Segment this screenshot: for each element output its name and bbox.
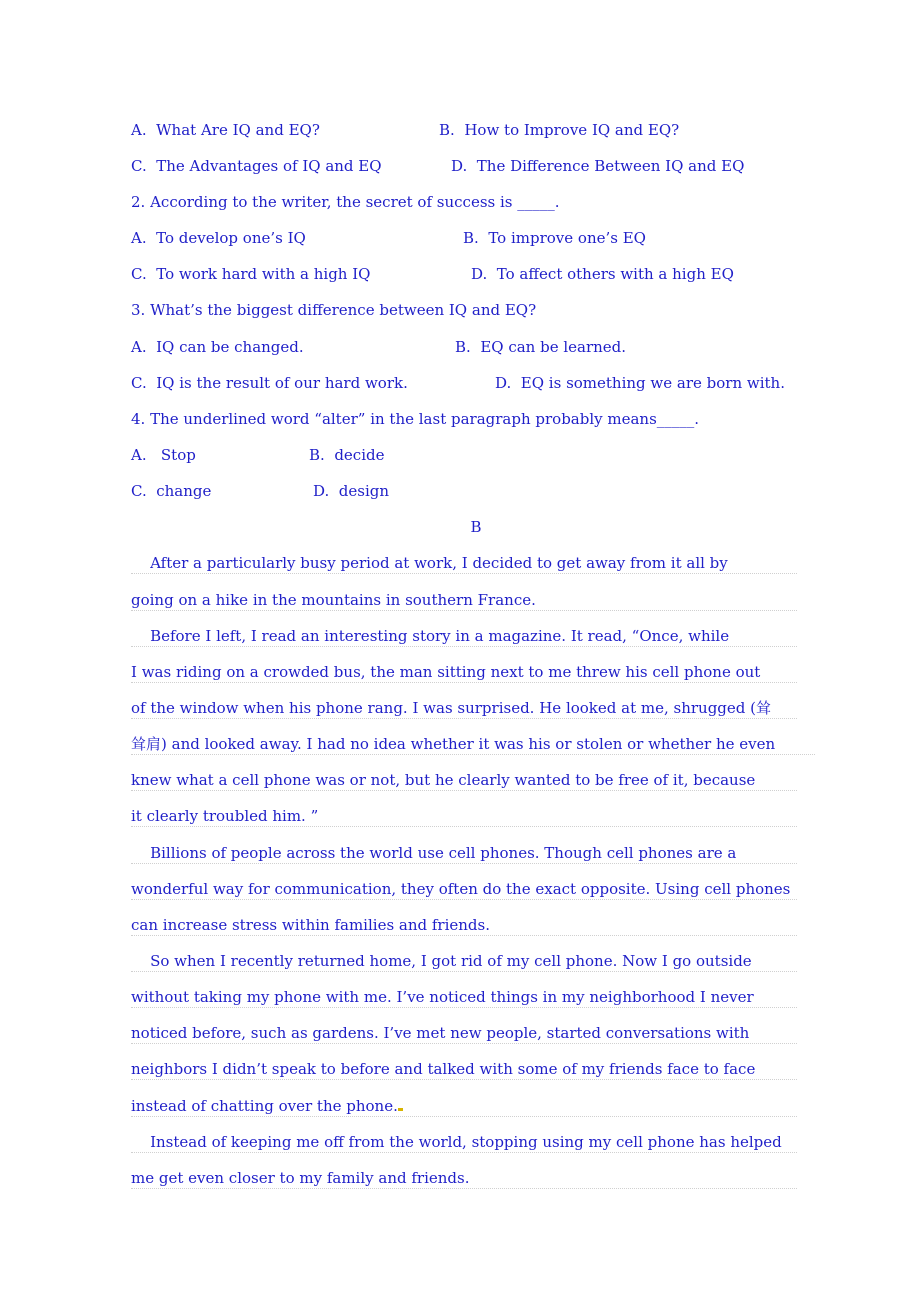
q1-option-b: B. How to Improve IQ and EQ? (439, 121, 680, 139)
q3-option-b: B. EQ can be learned. (455, 338, 627, 356)
passage-line: So when I recently returned home, I got rid of my cell phone. Now I go outside (131, 951, 797, 972)
passage-line: it clearly troubled him. ” (131, 806, 797, 827)
edit-mark (398, 1108, 403, 1111)
passage-line: without taking my phone with me. I’ve noticed things in my neighborhood I never (131, 987, 797, 1008)
q3-stem: 3. What’s the biggest difference between IQ and EQ? (131, 301, 537, 319)
q2-option-c: C. To work hard with a high IQ (131, 265, 371, 283)
q2-stem: 2. According to the writer, the secret of success is _____. (131, 193, 560, 211)
q3-option-a: A. IQ can be changed. (131, 338, 304, 356)
passage-line: I was riding on a crowded bus, the man sitting next to me threw his cell phone out (131, 662, 797, 683)
passage-line: me get even closer to my family and friends. (131, 1168, 797, 1189)
passage-line: going on a hike in the mountains in southern France. (131, 590, 797, 611)
passage-line: Before I left, I read an interesting story in a magazine. It read, “Once, while (131, 626, 797, 647)
passage-line: After a particularly busy period at work, I decided to get away from it all by (131, 553, 797, 574)
passage-line: wonderful way for communication, they often do the exact opposite. Using cell phones (131, 879, 797, 900)
q4-stem: 4. The underlined word “alter” in the last paragraph probably means_____. (131, 410, 700, 428)
q1-option-a: A. What Are IQ and EQ? (131, 121, 320, 139)
q1-option-d: D. The Difference Between IQ and EQ (451, 157, 745, 175)
passage-line: can increase stress within families and friends. (131, 915, 797, 936)
q2-option-d: D. To affect others with a high EQ (471, 265, 734, 283)
section-b-heading: B (470, 518, 482, 536)
q2-option-b: B. To improve one’s EQ (463, 229, 646, 247)
passage-line: knew what a cell phone was or not, but he clearly wanted to be free of it, because (131, 770, 797, 791)
q4-option-a: A. Stop (131, 446, 196, 464)
q4-option-c: C. change (131, 482, 212, 500)
passage-line: Billions of people across the world use cell phones. Though cell phones are a (131, 843, 797, 864)
passage-line: neighbors I didn’t speak to before and talked with some of my friends face to face (131, 1059, 797, 1080)
q1-option-c: C. The Advantages of IQ and EQ (131, 157, 382, 175)
q3-option-d: D. EQ is something we are born with. (495, 374, 785, 392)
q3-option-c: C. IQ is the result of our hard work. (131, 374, 408, 392)
passage-line-last-p4 (131, 1096, 797, 1117)
passage-line-text: instead of chatting over the phone. (131, 1097, 398, 1115)
passage-line: 耸肩) and looked away. I had no idea whether it was his or stolen or whether he even (131, 734, 815, 755)
q2-option-a: A. To develop one’s IQ (131, 229, 306, 247)
passage-line: Instead of keeping me off from the world, stopping using my cell phone has helped (131, 1132, 797, 1153)
q4-option-b: B. decide (309, 446, 385, 464)
q4-option-d: D. design (313, 482, 390, 500)
passage-line: of the window when his phone rang. I was surprised. He looked at me, shrugged (耸 (131, 698, 797, 719)
passage-line: noticed before, such as gardens. I’ve met new people, started conversations with (131, 1023, 797, 1044)
